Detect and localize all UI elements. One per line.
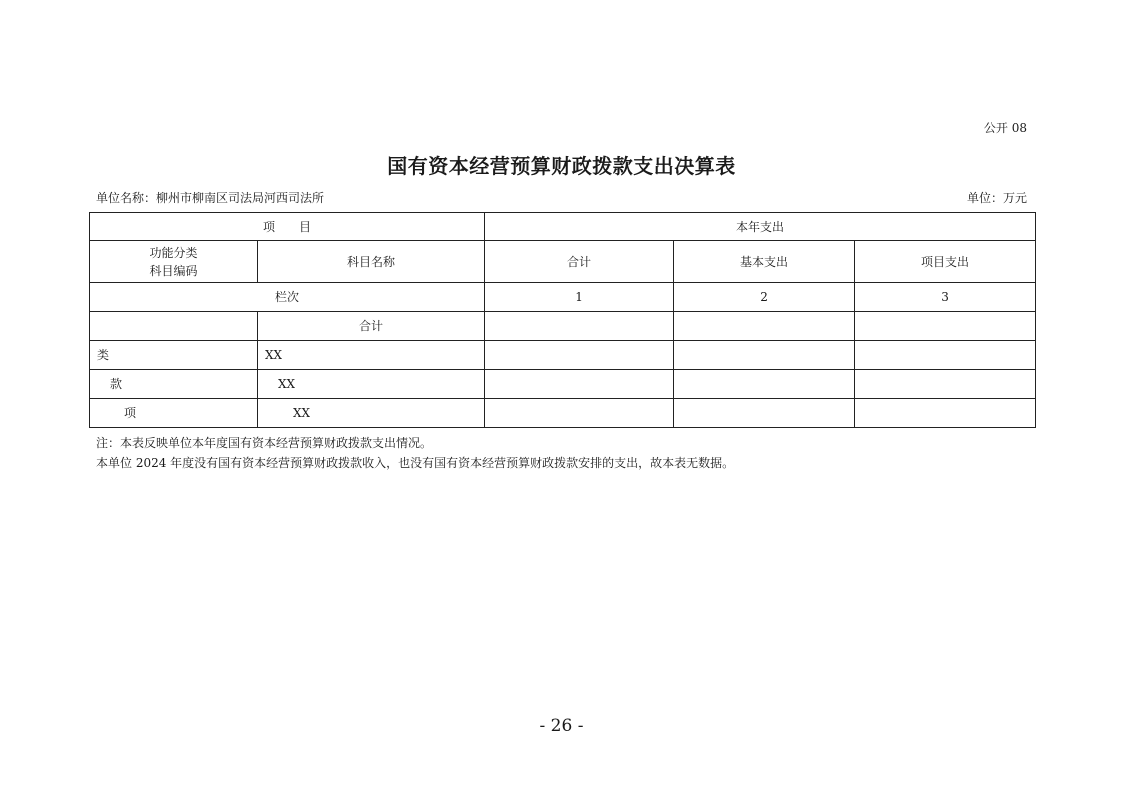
header-total: 合计	[485, 241, 674, 283]
row-basic	[674, 399, 855, 428]
row-name: XX	[258, 370, 485, 399]
row-code: 款	[90, 370, 258, 399]
row-basic	[674, 370, 855, 399]
row-name: XX	[258, 341, 485, 370]
row-project	[855, 312, 1036, 341]
page-number: - 26 -	[539, 716, 584, 736]
table-row	[90, 312, 1036, 341]
table-row	[90, 370, 1036, 399]
column-number-3: 3	[855, 283, 1036, 312]
row-basic	[674, 341, 855, 370]
note-line-2: 本单位 2024 年度没有国有资本经营预算财政拨款收入，也没有国有资本经营预算财政拨款安排的支出，故本表无数据。	[96, 456, 735, 470]
row-total	[485, 341, 674, 370]
table-header-row-columns	[90, 241, 1036, 283]
column-number-row	[90, 283, 1036, 312]
column-number-2: 2	[674, 283, 855, 312]
table-notes	[96, 433, 734, 473]
header-basic-expenditure: 基本支出	[674, 241, 855, 283]
table-row	[90, 399, 1036, 428]
document-code: 公开 08	[983, 121, 1027, 135]
unit-name: 单位名称：柳州市柳南区司法局河西司法所	[96, 191, 325, 205]
header-subject-code: 科目编码	[149, 263, 198, 278]
header-func-class-code	[90, 241, 258, 283]
header-project-expenditure: 项目支出	[855, 241, 1036, 283]
header-func-class: 功能分类	[149, 245, 198, 260]
row-name: XX	[258, 399, 485, 428]
row-name: 合计	[258, 312, 485, 341]
table-row	[90, 341, 1036, 370]
row-code: 项	[90, 399, 258, 428]
page-title: 国有资本经营预算财政拨款支出决算表	[387, 154, 736, 178]
expenditure-table	[89, 212, 1036, 428]
row-project	[855, 341, 1036, 370]
header-current-year-group: 本年支出	[485, 213, 1036, 241]
row-code	[90, 312, 258, 341]
row-basic	[674, 312, 855, 341]
row-total	[485, 370, 674, 399]
row-project	[855, 399, 1036, 428]
header-subject-name: 科目名称	[258, 241, 485, 283]
header-project-group: 项 目	[90, 213, 485, 241]
table-header-row-group	[90, 213, 1036, 241]
row-total	[485, 399, 674, 428]
note-line-1: 注：本表反映单位本年度国有资本经营预算财政拨款支出情况。	[96, 436, 433, 450]
row-code: 类	[90, 341, 258, 370]
row-total	[485, 312, 674, 341]
row-project	[855, 370, 1036, 399]
unit-currency: 单位：万元	[966, 191, 1027, 205]
column-number-label: 栏次	[90, 283, 485, 312]
unit-info-row	[96, 189, 1027, 206]
column-number-1: 1	[485, 283, 674, 312]
